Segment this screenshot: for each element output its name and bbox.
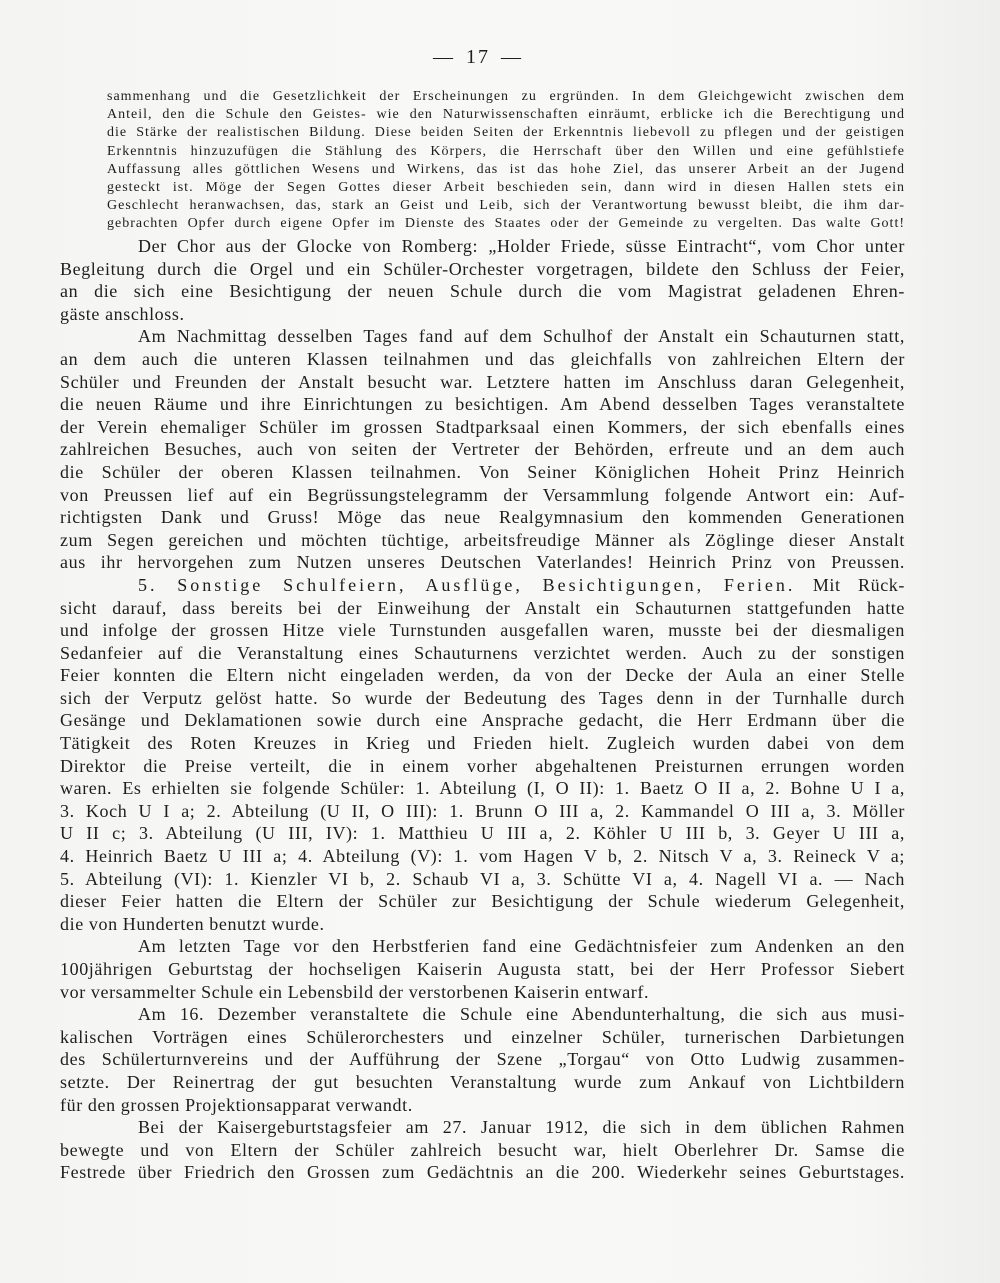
body-text [60, 235, 905, 1184]
text-line: Auffassung alles göttlichen Wesens und Wirkens, das ist das hohe Ziel, das unserer Arbeit an der Jugend [107, 161, 905, 177]
text-line: aus ihr hervorgehen zum Nutzen unseres Deutschen Vaterlandes! Heinrich Prinz von Preussen. [60, 552, 905, 573]
section-heading: 5. Sonstige Schulfeiern, Ausflüge, Besichtigungen, Ferien. [138, 574, 796, 595]
text-line: waren. Es erhielten sie folgende Schüler: 1. Abteilung (I, O II): 1. Baetz O II a, 2. Bohne U I a, [60, 778, 905, 799]
text-line: für den grossen Projektionsapparat verwandt. [60, 1094, 413, 1115]
text-line: zahlreichen Besuches, auch von seiten der Vertreter der Behörden, erfreute und an dem auch [60, 439, 905, 460]
paragraph-kaiser-birthday [60, 1116, 905, 1184]
text-line: Gesänge und Deklamationen sowie durch eine Ansprache gedacht, die Herr Erdmann über die [60, 710, 905, 731]
text-line: Feier konnten die Eltern nicht eingeladen werden, da von der Decke der Aula an einer Stelle [60, 665, 905, 686]
speech-excerpt [107, 88, 905, 234]
text-line: Am 16. Dezember veranstaltete die Schule eine Abendunterhaltung, die sich aus musi- [138, 1004, 905, 1025]
text-line: Anteil, den die Schule den Geistes- wie den Naturwissenschaften einräumt, erblicke ich die Berechtigung und [107, 107, 905, 123]
text-line: richtigsten Dank und Gruss! Möge das neue Realgymnasium den kommenden Generationen [60, 507, 905, 528]
text-line: 100jährigen Geburtstag der hochseligen Kaiserin Augusta statt, bei der Herr Professor Siebert [60, 959, 905, 979]
text-line: zum Segen gereichen und möchten tüchtige, arbeitsfreudige Männer als Zöglinge dieser Anstalt [60, 529, 905, 550]
text-line: dieser Feier hatten die Eltern der Schüler zur Besichtigung der Schule wiederum Gelegenheit, [60, 891, 905, 912]
paragraph-augusta [60, 935, 905, 1003]
text-line: sicht darauf, dass bereits bei der Einweihung der Anstalt ein Schauturnen stattgefunden hatte [60, 597, 905, 618]
page-number: — 17 — [433, 46, 523, 68]
text-line: Sedanfeier auf die Veranstaltung eines Schauturnens verzichtet werden. Auch zu der sonstigen [60, 642, 905, 663]
paragraph-choir [60, 235, 905, 325]
text-line: die neuen Räume und ihre Einrichtungen zu besichtigen. Am Abend desselben Tages veranstaltete [60, 394, 905, 415]
text-line: von Preussen lief auf ein Begrüssungstelegramm der Versammlung folgende Antwort ein: Auf- [60, 484, 905, 505]
text-line: Erkenntnis hinzuzufügen die Stählung des Körpers, die Herrschaft über den Willen und eine gefühlstiefe [107, 143, 905, 159]
text-line: gesteckt ist. Möge der Segen Gottes dieser Arbeit beschieden sein, dann wird in diesen Hallen stets ein [107, 180, 905, 196]
text-line: vor versammelter Schule ein Lebensbild der verstorbenen Kaiserin entwarf. [60, 981, 650, 1002]
text-line: des Schülerturnvereins und der Aufführung der Szene „Torgau“ von Otto Ludwig zusammen- [60, 1049, 905, 1070]
text-line: Am Nachmittag desselben Tages fand auf dem Schulhof der Anstalt ein Schauturnen statt, [138, 326, 905, 347]
text-line: die von Hunderten benutzt wurde. [60, 913, 325, 934]
text-line: Der Chor aus der Glocke von Romberg: „Holder Friede, süsse Eintracht“, vom Chor unter [138, 236, 905, 256]
text-line: 4. Heinrich Baetz U III a; 4. Abteilung (V): 1. vom Hagen V b, 2. Nitsch V a, 3. Reineck V a; [60, 846, 905, 867]
text-line: Geschlecht heranwachsen, das, stark an Geist und Leib, sich der Verantwortung bewusst bleibt, die ihm dar- [107, 198, 905, 214]
text-line: U II c; 3. Abteilung (U III, IV): 1. Matthieu U III a, 2. Köhler U III b, 3. Geyer U III a, [60, 823, 905, 844]
text-line: setzte. Der Reinertrag der gut besuchten Veranstaltung wurde zum Ankauf von Lichtbildern [60, 1071, 905, 1092]
paragraph-afternoon [60, 325, 905, 574]
text-line: und infolge der grossen Hitze viele Turnstunden ausgefallen waren, musste bei der diesmaligen [60, 620, 905, 641]
text-line: gebrachten Opfer durch eigene Opfer im Dienste des Staates oder der Gemeinde zu vergelten. Das walte Gott! [107, 216, 905, 232]
text-line: Festrede über Friedrich den Grossen zum Gedächtnis an die 200. Wiederkehr seines Geburtstages. [60, 1162, 905, 1183]
text-fragment: Mit Rück- [812, 574, 906, 595]
text-line: an dem auch die unteren Klassen teilnahmen und das gleichfalls von zahlreichen Eltern der [60, 348, 905, 369]
text-line: sammenhang und die Gesetzlichkeit der Erscheinungen zu ergründen. In dem Gleichgewicht zwischen dem [107, 89, 905, 104]
text-line: Tätigkeit des Roten Kreuzes in Krieg und Frieden hielt. Zugleich wurden dabei von dem [60, 733, 905, 754]
text-line: Bei der Kaisergeburtstagsfeier am 27. Januar 1912, die sich in dem üblichen Rahmen [138, 1117, 905, 1138]
text-line: Schüler und Freunden der Anstalt besucht war. Letztere hatten im Anschluss daran Gelegenheit, [60, 371, 905, 392]
text-line: sich der Verputz gelöst hatte. So wurde der Bedeutung des Tages denn in der Turnhalle durch [60, 687, 905, 708]
text-line: gäste anschloss. [60, 303, 185, 324]
paragraph-section-5 [60, 574, 905, 936]
text-line: die Stärke der realistischen Bildung. Diese beiden Seiten der Erkenntnis liebevoll zu pflegen und der geistigen [107, 125, 905, 141]
text-line: Direktor die Preise verteilt, die in einem vorher abgehaltenen Preisturnen errungen worden [60, 755, 905, 776]
text-line: der Verein ehemaliger Schüler im grossen Stadtparksaal einen Kommers, der sich ebenfalls eines [60, 416, 905, 437]
text-line: 5. Abteilung (VI): 1. Kienzler VI b, 2. Schaub VI a, 3. Schütte VI a, 4. Nagell VI a. — Nach [60, 868, 905, 889]
text-line: die Schüler der oberen Klassen teilnahmen. Von Seiner Königlichen Hoheit Prinz Heinrich [60, 461, 905, 482]
text-line: an die sich eine Besichtigung der neuen Schule durch die vom Magistrat geladenen Ehren- [60, 281, 905, 302]
text-line: Am letzten Tage vor den Herbstferien fand eine Gedächtnisfeier zum Andenken an den [138, 936, 905, 957]
text-line: bewegte und von Eltern der Schüler zahlreich besucht war, hielt Oberlehrer Dr. Samse die [60, 1139, 905, 1160]
text-line: Begleitung durch die Orgel und ein Schüler-Orchester vorgetragen, bildete den Schluss der Feier, [60, 258, 905, 279]
text-line: kalischen Vorträgen eines Schülerorchesters und einzelner Schüler, turnerischen Darbietungen [60, 1026, 905, 1047]
text-line: 3. Koch U I a; 2. Abteilung (U II, O III): 1. Brunn O III a, 2. Kammandel O III a, 3. Möller [60, 800, 905, 821]
paragraph-evening-event [60, 1003, 905, 1116]
section-heading-line [60, 574, 905, 597]
